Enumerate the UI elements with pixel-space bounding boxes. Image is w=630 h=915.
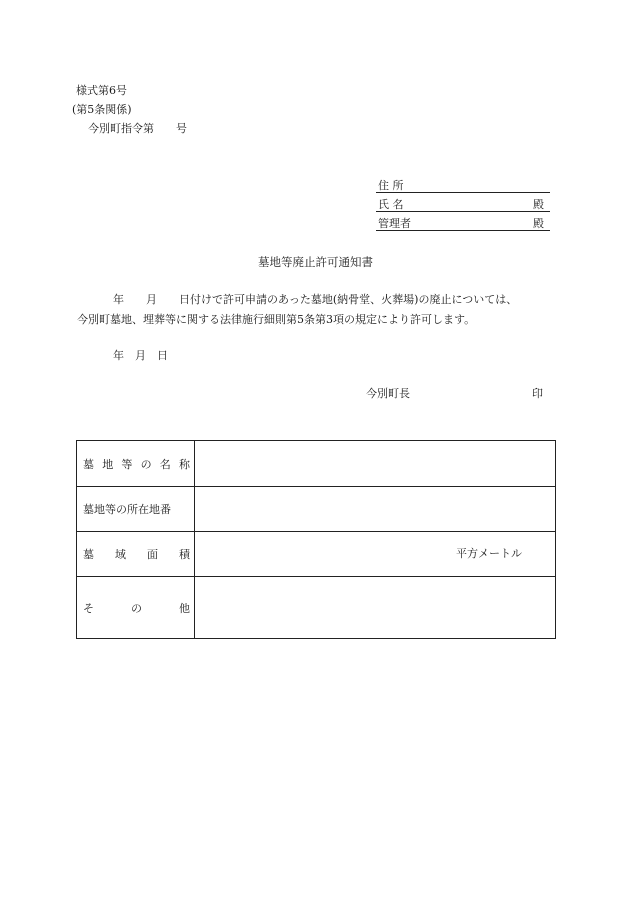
name-honorific: 殿 (533, 198, 544, 211)
table-row (77, 487, 556, 532)
row-label-other (77, 577, 195, 639)
label-char: 積 (179, 548, 190, 561)
name-label: 氏 名 (378, 198, 404, 211)
body-line-2: 今別町墓地、埋葬等に関する法律施行細則第5条第3項の規定により許可します。 (77, 313, 476, 326)
label-char: の (140, 457, 152, 471)
label-char: 称 (178, 457, 190, 471)
row-label-location (77, 487, 195, 532)
label-char: 墓 (83, 457, 94, 471)
document-title: 墓地等廃止許可通知書 (258, 255, 373, 269)
label-char: 等 (121, 457, 133, 471)
issuer-name: 今別町長 (366, 387, 410, 400)
table-row (77, 532, 556, 577)
row-value-location (195, 487, 556, 532)
row-value-name (195, 441, 556, 487)
label-char: 地 (102, 457, 114, 471)
row-value-other (195, 577, 556, 639)
label-char: 名 (159, 457, 171, 471)
row-value-area (195, 532, 556, 577)
row-label-area (77, 532, 195, 577)
area-unit: 平方メートル (456, 547, 522, 560)
permit-number: 今別町指令第 号 (88, 122, 187, 135)
manager-underline (376, 230, 550, 231)
label-char: そ (83, 601, 94, 615)
manager-label: 管理者 (378, 217, 411, 230)
body-line-1: 年 月 日付けで許可申請のあった墓地(納骨堂、火葬場)の廃止については、 (113, 293, 518, 306)
label-char: の (131, 601, 142, 615)
label-char: 域 (115, 548, 126, 561)
seal-mark: 印 (532, 387, 543, 400)
manager-honorific: 殿 (533, 217, 544, 230)
table-row (77, 441, 556, 487)
label-text: 墓地等の所在地番 (83, 503, 171, 516)
cemetery-info-table (76, 440, 556, 639)
form-number: 様式第6号 (76, 84, 127, 97)
date-line: 年 月 日 (113, 349, 168, 362)
address-label: 住 所 (378, 179, 404, 192)
label-char: 他 (179, 601, 190, 615)
address-underline (376, 192, 550, 193)
name-underline (376, 211, 550, 212)
table-row (77, 577, 556, 639)
label-char: 面 (147, 548, 158, 561)
article-reference: (第5条関係) (72, 103, 132, 116)
label-char: 墓 (83, 548, 94, 561)
row-label-name (77, 441, 195, 487)
